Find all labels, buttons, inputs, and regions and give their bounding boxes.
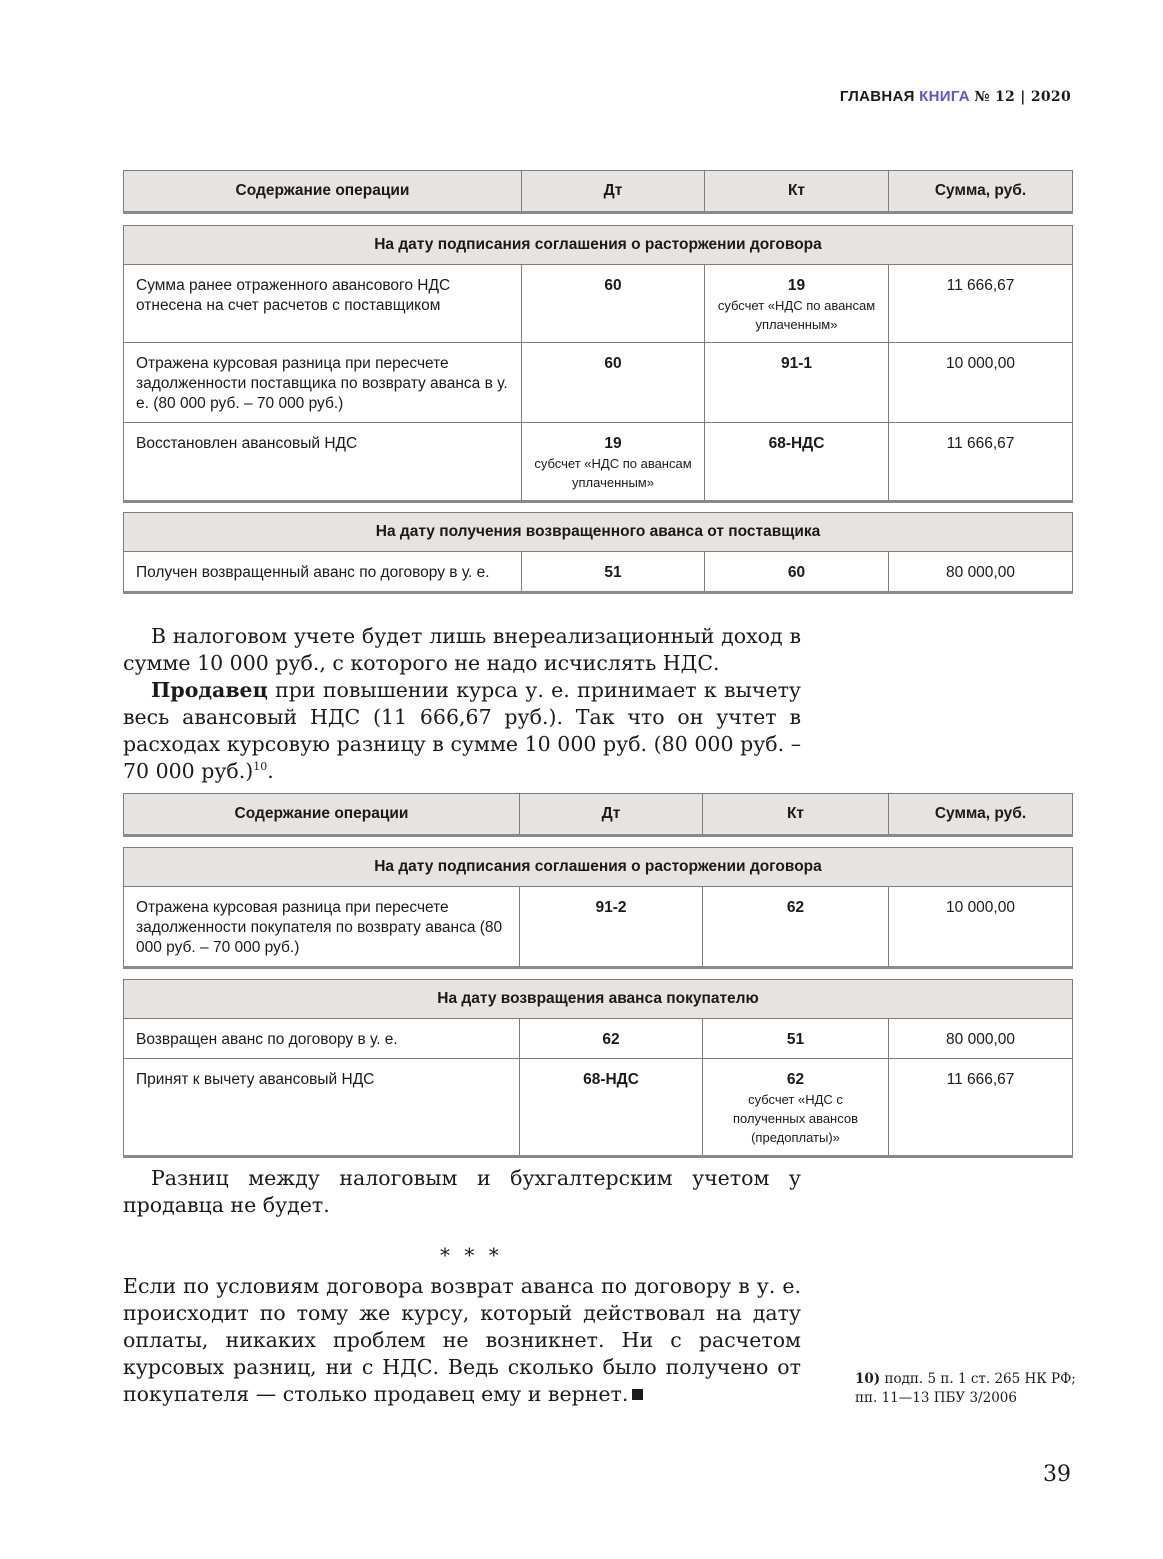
dt-cell: 60 [522,343,705,423]
paragraph [123,677,801,785]
sum-cell: 11 666,67 [889,423,1073,502]
footnote-text: подп. 5 п. 1 ст. 265 НК РФ; пп. 11—13 ПБУ 3/2006 [855,1371,1076,1406]
kt-cell: 68-НДС [705,423,889,502]
op-cell: Получен возвращенный аванс по договору в у. е. [124,552,522,593]
footnote [855,1370,1085,1408]
sum-cell: 80 000,00 [889,1019,1073,1059]
dt-cell: 68-НДС [520,1059,703,1157]
bold-term: Продавец [151,678,268,702]
kt-cell: 62 [703,887,889,968]
journal-title-part1: ГЛАВНАЯ [839,88,915,105]
kt-cell: 51 [703,1019,889,1059]
col-header-op: Содержание операции [124,794,520,836]
dt-cell: 62 [520,1019,703,1059]
kt-cell: 91-1 [705,343,889,423]
sum-cell: 80 000,00 [889,552,1073,593]
col-header-dt: Дт [522,171,705,213]
table2-section1 [123,847,1073,969]
col-header-kt: Кт [705,171,889,213]
footnote-ref: 10 [253,760,268,774]
table1-header [123,170,1073,214]
kt-cell [705,265,889,343]
body-text-2 [123,1165,801,1219]
op-cell: Восстановлен авансовый НДС [124,423,522,502]
section-title: На дату подписания соглашения о расторжении договора [124,226,1073,265]
section-title: На дату возвращения аванса покупателю [124,980,1073,1019]
dt-value: 19 [604,435,622,452]
journal-issue: № 12 | 2020 [974,89,1071,105]
paragraph: Разниц между налоговым и бухгалтерским учетом у продавца не будет. [123,1166,801,1217]
table-row [124,423,1073,502]
body-text-3 [123,1273,801,1408]
kt-value: 19 [787,277,806,294]
op-cell: Принят к вычету авансовый НДС [124,1059,520,1157]
table-row [124,552,1073,593]
op-cell: Отражена курсовая разница при пересчете задолженности покупателя по возврату аванса (80 000 руб. – 70 000 руб.) [124,887,520,968]
table-row [124,1059,1073,1157]
body-text-1 [123,623,801,785]
paragraph: В налоговом учете будет лишь внереализационный доход в сумме 10 000 руб., с которого не надо исчислять НДС. [123,624,801,675]
dt-cell: 60 [522,265,705,343]
table2-section2 [123,979,1073,1158]
sum-cell: 11 666,67 [889,265,1073,343]
table1-section2 [123,512,1073,594]
sum-cell: 10 000,00 [889,343,1073,423]
paragraph-end: . [267,759,274,783]
end-mark-icon [632,1389,643,1400]
journal-title-part2: КНИГА [919,88,970,105]
table-row [124,343,1073,423]
table-row [124,887,1073,968]
col-header-kt: Кт [703,794,889,836]
table-row [124,1019,1073,1059]
section-title: На дату подписания соглашения о расторжении договора [124,848,1073,887]
section-title: На дату получения возвращенного аванса от поставщика [124,513,1073,552]
kt-cell [703,1059,889,1157]
footnote-number: 10) [855,1371,881,1387]
paragraph-text: при повышении курса у. е. принимает к вычету весь авансовый НДС (11 666,67 руб.). Так что он учтет в расходах курсовую разницу в сумме 10 000 руб. (80 000 руб. – 70 000 руб.) [123,678,801,783]
col-header-op: Содержание операции [124,171,522,213]
kt-subaccount: субсчет «НДС с полученных авансов (предоплаты)» [732,1092,859,1145]
col-header-dt: Дт [520,794,703,836]
kt-cell: 60 [705,552,889,593]
table2-header [123,793,1073,837]
col-header-sum: Сумма, руб. [889,794,1073,836]
dt-cell: 51 [522,552,705,593]
kt-value: 62 [786,1071,805,1088]
dt-subaccount: субсчет «НДС по авансам уплаченным» [534,456,692,490]
page-number: 39 [1043,1462,1071,1487]
col-header-sum: Сумма, руб. [889,171,1073,213]
paragraph [123,1273,801,1408]
op-cell: Сумма ранее отраженного авансового НДС отнесена на счет расчетов с поставщиком [124,265,522,343]
table1-section1 [123,225,1073,503]
section-divider-stars: * * * [440,1243,503,1267]
sum-cell: 11 666,67 [889,1059,1073,1157]
kt-subaccount: субсчет «НДС по авансам уплаченным» [717,298,876,332]
op-cell: Возвращен аванс по договору в у. е. [124,1019,520,1059]
op-cell: Отражена курсовая разница при пересчете задолженности поставщика по возврату аванса в у. е. (80 000 руб. – 70 000 руб.) [124,343,522,423]
journal-header [840,88,1071,105]
sum-cell: 10 000,00 [889,887,1073,968]
table-row [124,265,1073,343]
dt-cell [522,423,705,502]
dt-cell: 91-2 [520,887,703,968]
paragraph-text: Если по условиям договора возврат аванса по договору в у. е. происходит по тому же курсу, который действовал на дату оплаты, никаких проблем не возникнет. Ни с расчетом курсовых разниц, ни с НДС. Ведь сколько было получено от покупателя — столько продавец ему и вернет. [123,1274,801,1406]
